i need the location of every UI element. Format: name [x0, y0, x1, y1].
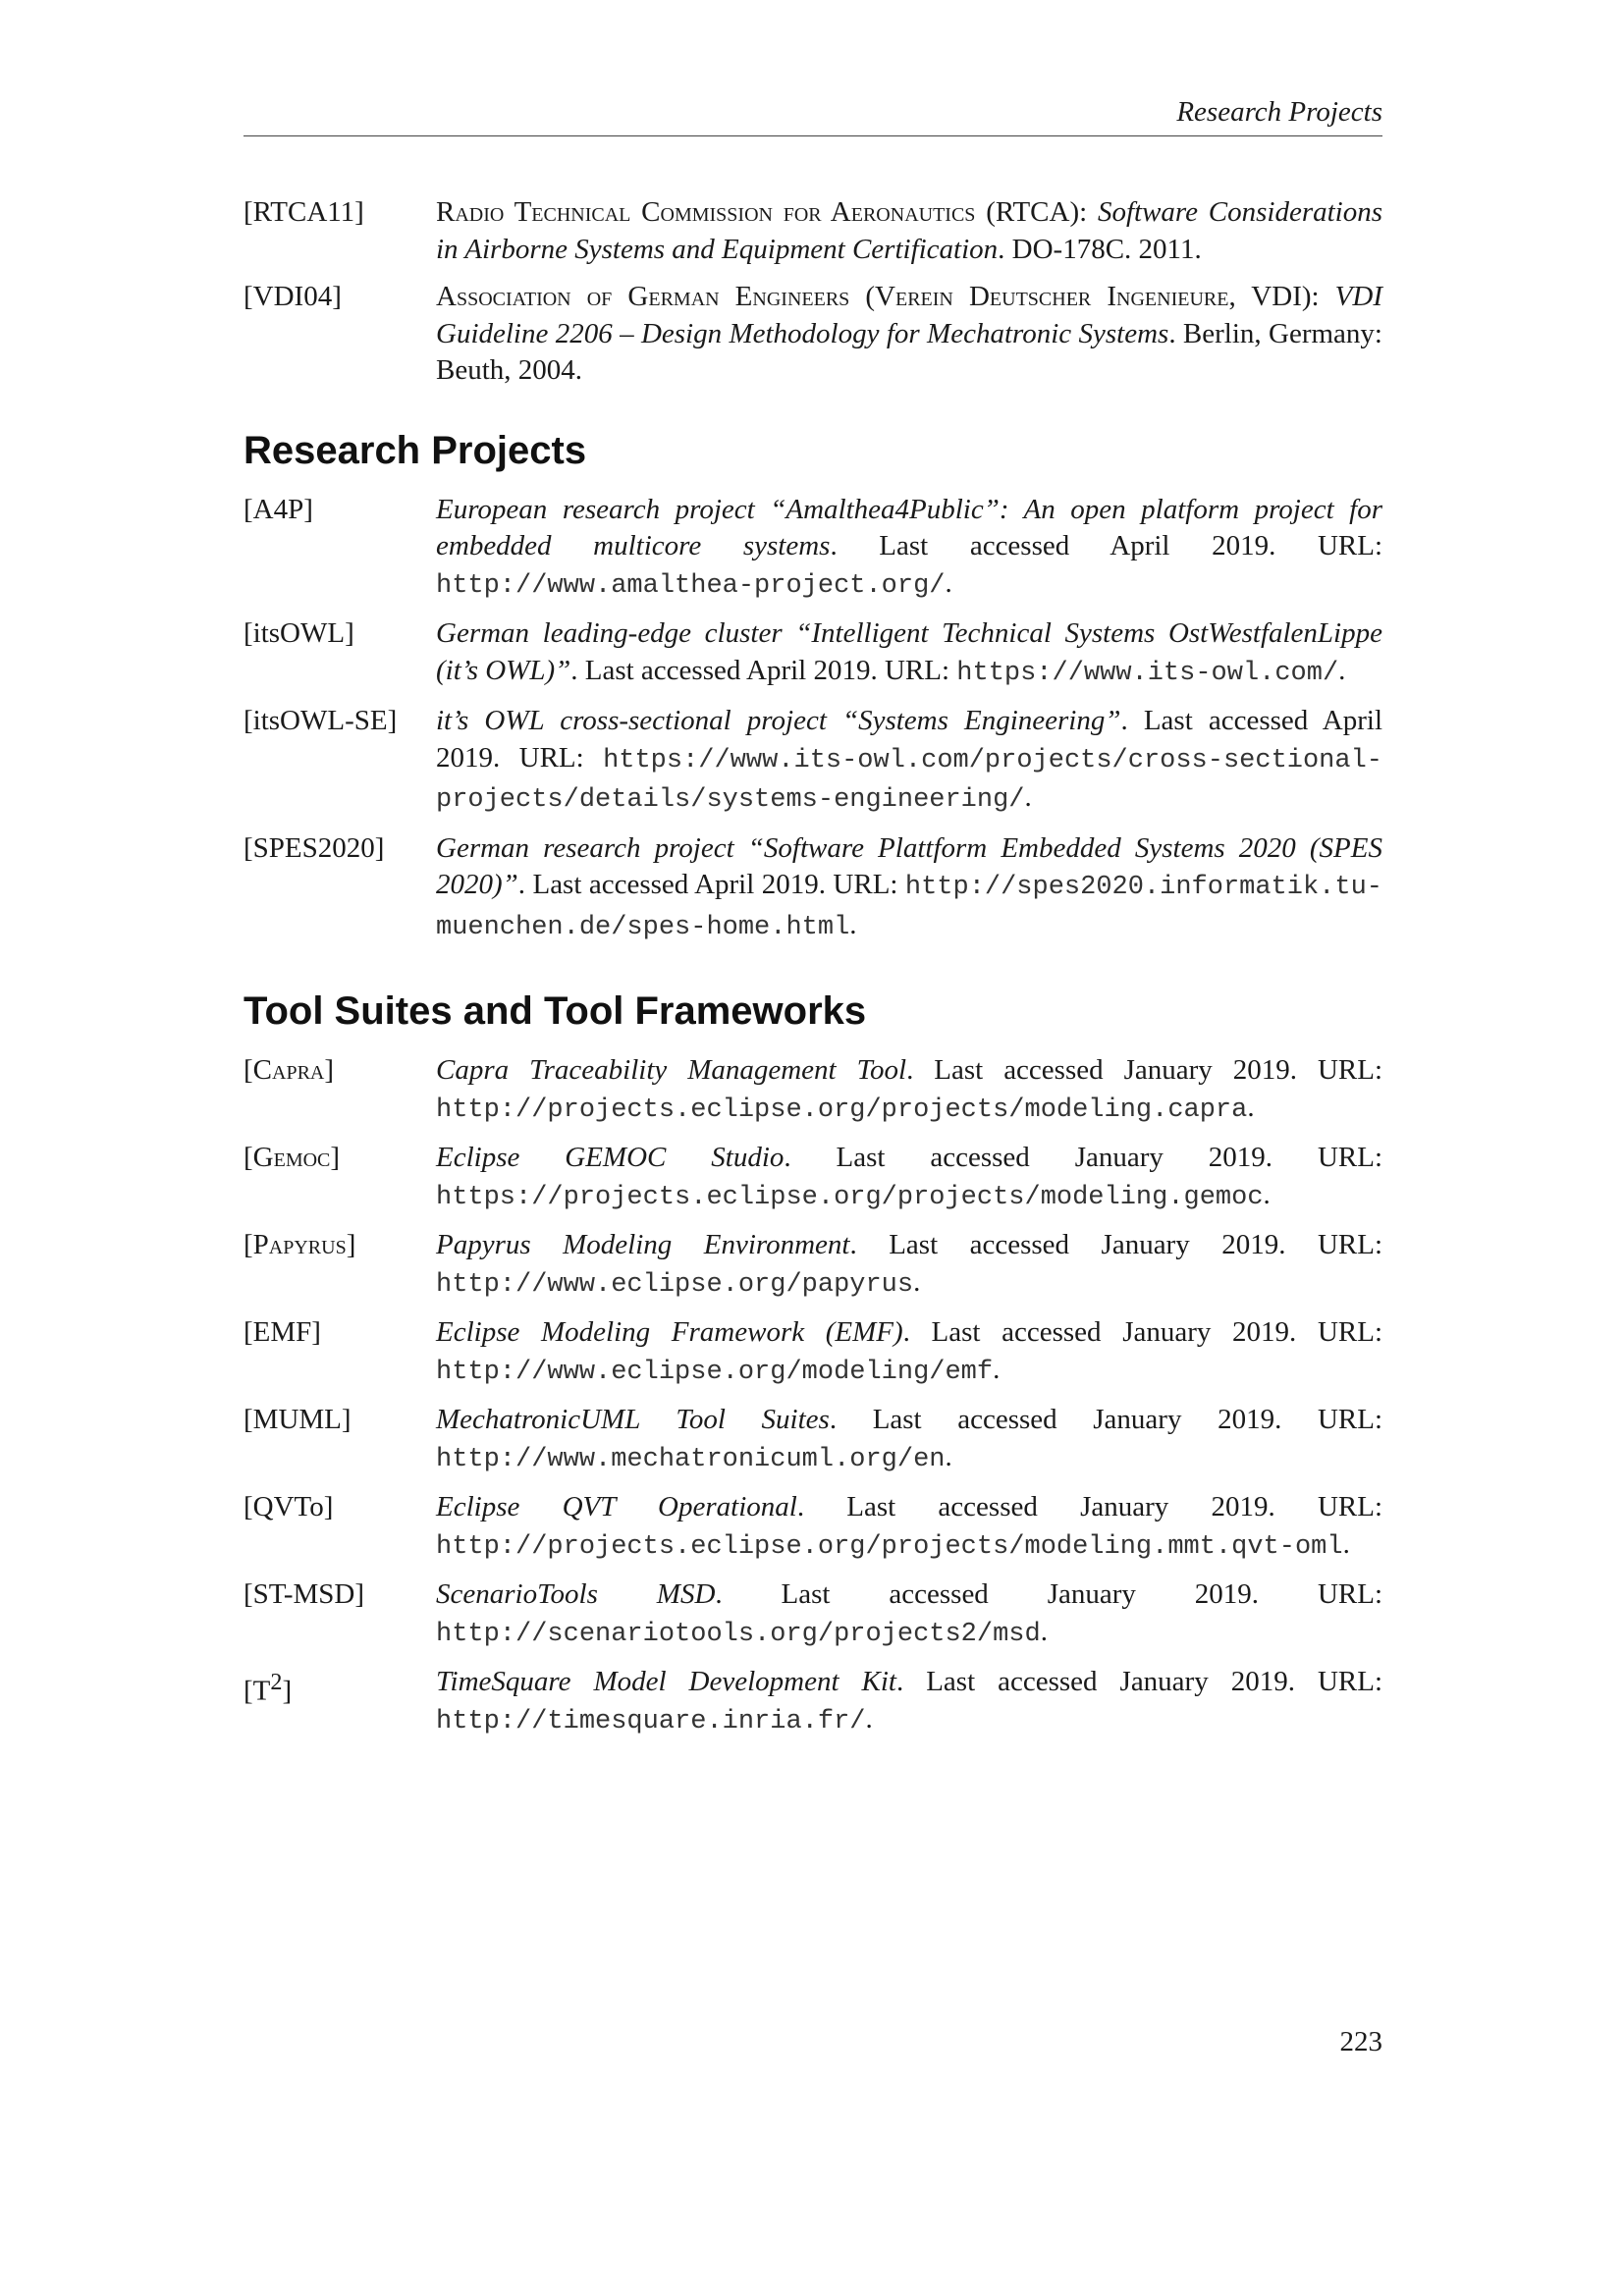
reference-url-link[interactable]: https://projects.eclipse.org/projects/modeling.gemoc	[436, 1182, 1264, 1212]
reference-title: German research project “Software Plattform Embedded Systems 2020 (SPES 2020)”	[436, 831, 1382, 900]
page-content	[244, 194, 1382, 1751]
reference-body: Eclipse Modeling Framework (EMF). Last accessed January 2019. URL: http://www.eclipse.org/modeling/emf.	[436, 1316, 1382, 1387]
reference-title: Eclipse Modeling Framework (EMF)	[436, 1316, 903, 1348]
research-projects-reference-list	[244, 492, 1382, 947]
reference-author-rest: , VDI):	[1228, 281, 1335, 312]
reference-title: ScenarioTools MSD	[436, 1578, 716, 1610]
url-label: URL	[1317, 1142, 1375, 1173]
url-label: URL	[1317, 530, 1375, 561]
reference-key: [itsOWL-SE]	[244, 705, 398, 736]
reference-entry	[244, 194, 1382, 268]
page-number: 223	[1339, 2026, 1382, 2057]
reference-title: Papyrus Modeling Environment	[436, 1229, 850, 1260]
reference-title: Software Considerations in Airborne Systems and Equipment Certification	[436, 196, 1383, 265]
url-label: URL	[833, 869, 891, 900]
reference-url-link[interactable]: http://www.eclipse.org/papyrus	[436, 1269, 914, 1300]
reference-key: [ST-MSD]	[244, 1578, 365, 1610]
reference-key: [EMF]	[244, 1316, 321, 1348]
reference-url-link[interactable]: http://spes2020.informatik.tu-muenchen.de/spes-home.html	[436, 873, 1382, 942]
reference-key: [QVTo]	[244, 1491, 334, 1522]
reference-key: [A4P]	[244, 493, 313, 525]
reference-entry	[244, 1140, 1382, 1216]
reference-accessed: . Last accessed January 2019.	[829, 1404, 1318, 1435]
reference-body: European research project “Amalthea4Public”: An open platform project for embedded multicore systems. Last accessed April 2019. URL: http://www.amalthea-project.org/.	[436, 493, 1382, 601]
reference-title: Eclipse QVT Operational	[436, 1491, 797, 1522]
reference-title: it’s OWL cross-sectional project “Systems Engineering”	[436, 705, 1121, 736]
reference-url-link[interactable]: http://www.eclipse.org/modeling/emf	[436, 1357, 994, 1387]
reference-key: [Capra]	[244, 1054, 335, 1086]
continued-reference-list	[244, 194, 1382, 390]
reference-url-link[interactable]: http://scenariotools.org/projects2/msd	[436, 1619, 1041, 1649]
reference-title: TimeSquare Model Development Kit	[436, 1666, 896, 1697]
url-label: URL	[1317, 1666, 1375, 1697]
reference-entry	[244, 1314, 1382, 1391]
reference-accessed: . Last accessed April 2019.	[436, 705, 1382, 774]
reference-entry	[244, 1227, 1382, 1304]
header-rule	[244, 135, 1382, 136]
reference-entry	[244, 703, 1382, 820]
reference-key-superscript: 2	[270, 1669, 283, 1695]
reference-key	[244, 1664, 436, 1740]
reference-body: Papyrus Modeling Environment. Last accessed January 2019. URL: http://www.eclipse.org/papyrus.	[436, 1229, 1382, 1300]
reference-entry	[244, 1576, 1382, 1653]
reference-title: Capra Traceability Management Tool	[436, 1054, 907, 1086]
reference-url-link[interactable]: https://www.its-owl.com/projects/cross-sectional-projects/details/systems-engineering/	[436, 745, 1382, 815]
url-label: URL	[1317, 1054, 1375, 1086]
url-label: URL	[1317, 1316, 1375, 1348]
reference-title: Eclipse GEMOC Studio	[436, 1142, 785, 1173]
running-head: Research Projects	[1176, 96, 1382, 128]
reference-body: German research project “Software Plattform Embedded Systems 2020 (SPES 2020)”. Last accessed April 2019. URL: http://spes2020.informatik.tu-muenchen.de/spes-home.html.	[436, 831, 1382, 942]
reference-accessed: . Last accessed January 2019.	[784, 1142, 1318, 1173]
reference-body	[436, 279, 1382, 390]
url-label: URL	[1317, 1491, 1375, 1522]
reference-accessed: . Last accessed April 2019.	[830, 530, 1318, 561]
reference-url-link[interactable]: http://timesquare.inria.fr/	[436, 1706, 866, 1736]
reference-body: Capra Traceability Management Tool. Last accessed January 2019. URL: http://projects.eclipse.org/projects/modeling.capra.	[436, 1054, 1382, 1125]
reference-entry	[244, 1664, 1382, 1740]
reference-title: VDI Guideline 2206 – Design Methodology for Mechatronic Systems	[436, 281, 1382, 349]
reference-accessed: . Last accessed January 2019.	[895, 1666, 1318, 1697]
reference-entry	[244, 1489, 1382, 1566]
reference-body: TimeSquare Model Development Kit. Last accessed January 2019. URL: http://timesquare.inria.fr/.	[436, 1666, 1382, 1736]
reference-url-link[interactable]: https://www.its-owl.com/	[956, 658, 1339, 688]
reference-details: . Berlin, Germany: Beuth, 2004.	[436, 317, 1382, 386]
reference-accessed: . Last accessed January 2019.	[796, 1491, 1318, 1522]
reference-entry	[244, 1052, 1382, 1129]
url-label: URL	[518, 741, 576, 774]
reference-body: Eclipse GEMOC Studio. Last accessed January 2019. URL: https://projects.eclipse.org/projects/modeling.gemoc.	[436, 1142, 1383, 1212]
reference-author: Radio Technical Commission for Aeronautics	[436, 196, 976, 228]
reference-accessed: . Last accessed January 2019.	[906, 1054, 1318, 1086]
reference-details: . DO-178C. 2011.	[998, 233, 1202, 265]
url-label: URL	[1317, 1578, 1375, 1610]
reference-title: MechatronicUML Tool Suites	[436, 1404, 830, 1435]
reference-url-link[interactable]: http://www.amalthea-project.org/	[436, 570, 946, 601]
reference-body: MechatronicUML Tool Suites. Last accessed January 2019. URL: http://www.mechatronicuml.org/en.	[436, 1404, 1382, 1474]
reference-body	[436, 194, 1382, 268]
reference-entry	[244, 1402, 1382, 1478]
reference-key-end: ]	[282, 1675, 293, 1707]
reference-title: German leading-edge cluster “Intelligent Technical Systems OstWestfalenLippe (it’s OWL)”	[436, 617, 1382, 686]
reference-key: [MUML]	[244, 1404, 352, 1435]
reference-entry	[244, 492, 1382, 606]
reference-key: [SPES2020]	[244, 831, 385, 864]
section-title-research-projects: Research Projects	[244, 428, 587, 472]
section-title-tool-suites: Tool Suites and Tool Frameworks	[244, 989, 867, 1033]
reference-accessed: . Last accessed January 2019.	[902, 1316, 1318, 1348]
reference-accessed: . Last accessed April 2019.	[517, 869, 834, 900]
reference-entry	[244, 279, 1382, 390]
reference-author: Association of German Engineers (Verein Deutscher Ingenieure	[436, 281, 1229, 312]
reference-entry	[244, 615, 1382, 692]
reference-body: Eclipse QVT Operational. Last accessed January 2019. URL: http://projects.eclipse.org/projects/modeling.mmt.qvt-oml.	[436, 1491, 1383, 1562]
url-label: URL	[1317, 1404, 1375, 1435]
tool-suites-reference-list	[244, 1052, 1382, 1740]
reference-url-link[interactable]: http://projects.eclipse.org/projects/modeling.capra	[436, 1095, 1248, 1125]
reference-key: [Papyrus]	[244, 1229, 356, 1260]
reference-key: [Gemoc]	[244, 1142, 341, 1173]
reference-key-start: [T	[244, 1675, 271, 1707]
url-label: URL	[884, 654, 942, 686]
reference-accessed: . Last accessed January 2019.	[715, 1578, 1318, 1610]
reference-key: [itsOWL]	[244, 617, 354, 649]
reference-body: ScenarioTools MSD. Last accessed January 2019. URL: http://scenariotools.org/projects2/msd.	[436, 1578, 1383, 1649]
reference-key: [RTCA11]	[244, 196, 364, 228]
reference-url-link[interactable]: http://www.mechatronicuml.org/en	[436, 1444, 946, 1474]
reference-title: European research project “Amalthea4Public”: An open platform project for embedded multicore systems	[436, 493, 1382, 561]
reference-entry	[244, 830, 1382, 947]
reference-url-link[interactable]: http://projects.eclipse.org/projects/modeling.mmt.qvt-oml	[436, 1531, 1343, 1562]
reference-accessed: . Last accessed January 2019.	[849, 1229, 1318, 1260]
url-label: URL	[1317, 1229, 1375, 1260]
reference-body: it’s OWL cross-sectional project “Systems Engineering”. Last accessed April 2019. URL: https://www.its-owl.com/projects/cross-sectional-projects/details/systems-engineering/.	[436, 705, 1382, 815]
reference-key: [VDI04]	[244, 281, 342, 312]
reference-author-rest: (RTCA):	[975, 196, 1098, 228]
reference-body: German leading-edge cluster “Intelligent Technical Systems OstWestfalenLippe (it’s OWL)”. Last accessed April 2019. URL: https://www.its-owl.com/.	[436, 617, 1382, 688]
reference-accessed: . Last accessed April 2019.	[570, 654, 885, 686]
